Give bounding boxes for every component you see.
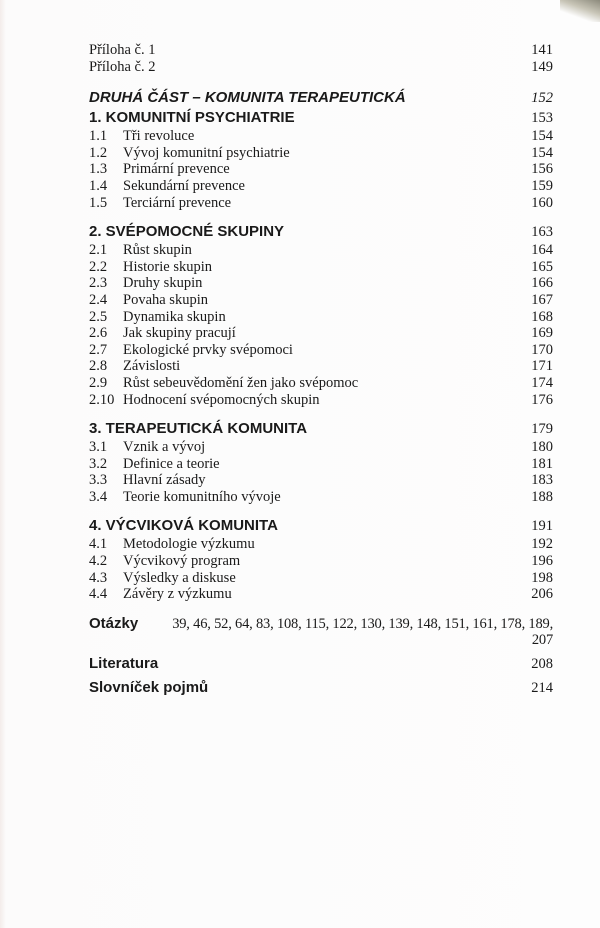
section-page: 160 bbox=[531, 194, 553, 211]
section-page: 192 bbox=[531, 536, 553, 553]
section-title: Výcvikový program bbox=[123, 553, 241, 570]
section-number: 4.3 bbox=[89, 569, 108, 586]
section-title: Sekundární prevence bbox=[123, 177, 245, 194]
glossary-page: 214 bbox=[531, 679, 553, 696]
chapter-title: 2. SVÉPOMOCNÉ SKUPINY bbox=[89, 223, 285, 241]
table-of-contents bbox=[89, 42, 553, 698]
toc-section-entry[interactable] bbox=[89, 553, 553, 570]
toc-section-entry[interactable] bbox=[89, 259, 553, 276]
section-page: 154 bbox=[531, 128, 553, 145]
section-page: 154 bbox=[531, 144, 553, 161]
section-page: 164 bbox=[531, 242, 553, 259]
chapter-page: 179 bbox=[531, 421, 553, 438]
section-number: 3.4 bbox=[89, 488, 108, 505]
toc-appendix-2[interactable] bbox=[89, 59, 553, 76]
toc-section-entry[interactable] bbox=[89, 489, 553, 506]
section-title: Primární prevence bbox=[123, 161, 230, 178]
toc-questions[interactable] bbox=[89, 615, 553, 648]
section-title: Metodologie výzkumu bbox=[123, 536, 255, 553]
toc-section-entry[interactable] bbox=[89, 325, 553, 342]
section-page: 198 bbox=[531, 569, 553, 586]
chapter-title: 4. VÝCVIKOVÁ KOMUNITA bbox=[89, 517, 278, 535]
section-title: Tři revoluce bbox=[123, 128, 195, 145]
section-number: 4.4 bbox=[89, 586, 108, 603]
page-corner-fold bbox=[560, 0, 600, 22]
chapter-gap bbox=[89, 505, 553, 516]
section-title: Druhy skupin bbox=[123, 275, 203, 292]
section-number: 2.2 bbox=[89, 258, 108, 275]
section-number: 2.1 bbox=[89, 242, 108, 259]
section-number: 2.9 bbox=[89, 374, 108, 391]
section-number: 3.3 bbox=[89, 472, 108, 489]
literature-title: Literatura bbox=[89, 654, 159, 672]
section-title: Závěry z výzkumu bbox=[123, 586, 232, 603]
section-title: Hodnocení svépomocných skupin bbox=[123, 391, 320, 408]
section-number: 1.5 bbox=[89, 194, 108, 211]
toc-section-entry[interactable] bbox=[89, 161, 553, 178]
toc-section-entry[interactable] bbox=[89, 242, 553, 259]
questions-pages bbox=[146, 616, 553, 648]
toc-section-entry[interactable] bbox=[89, 145, 553, 162]
part-page: 152 bbox=[531, 90, 553, 107]
section-title: Závislosti bbox=[123, 358, 181, 375]
toc-glossary[interactable] bbox=[89, 678, 553, 698]
toc-literature[interactable] bbox=[89, 654, 553, 674]
chapters-container bbox=[89, 108, 553, 603]
section-title: Povaha skupin bbox=[123, 291, 208, 308]
section-title: Terciární prevence bbox=[123, 194, 232, 211]
section-title: Teorie komunitního vývoje bbox=[123, 488, 281, 505]
section-page: 181 bbox=[531, 455, 553, 472]
section-number: 2.6 bbox=[89, 325, 108, 342]
section-number: 4.2 bbox=[89, 553, 108, 570]
section-page: 167 bbox=[531, 291, 553, 308]
section-page: 176 bbox=[531, 391, 553, 408]
section-page: 196 bbox=[531, 553, 553, 570]
section-page: 166 bbox=[531, 275, 553, 292]
section-page: 170 bbox=[531, 341, 553, 358]
section-number: 3.2 bbox=[89, 455, 108, 472]
section-title: Výsledky a diskuse bbox=[123, 569, 236, 586]
toc-chapter-heading[interactable] bbox=[89, 516, 553, 536]
toc-chapter-heading[interactable] bbox=[89, 108, 553, 128]
toc-chapter-heading[interactable] bbox=[89, 419, 553, 439]
toc-section-entry[interactable] bbox=[89, 292, 553, 309]
section-page: 180 bbox=[531, 439, 553, 456]
section-title: Historie skupin bbox=[123, 258, 213, 275]
toc-entry-page: 149 bbox=[531, 58, 553, 75]
section-number: 1.4 bbox=[89, 177, 108, 194]
toc-section-entry[interactable] bbox=[89, 392, 553, 409]
section-page: 168 bbox=[531, 308, 553, 325]
toc-section-entry[interactable] bbox=[89, 375, 553, 392]
questions-pages-line2: 207 bbox=[531, 631, 553, 648]
toc-appendix-1[interactable] bbox=[89, 42, 553, 59]
chapter-gap bbox=[89, 408, 553, 419]
toc-section-entry[interactable] bbox=[89, 342, 553, 359]
section-page: 174 bbox=[531, 374, 553, 391]
toc-section-entry[interactable] bbox=[89, 275, 553, 292]
section-number: 2.7 bbox=[89, 341, 108, 358]
section-title: Růst sebeuvědomění žen jako svépomoc bbox=[123, 374, 359, 391]
section-page: 188 bbox=[531, 488, 553, 505]
section-page: 183 bbox=[531, 472, 553, 489]
section-page: 156 bbox=[531, 161, 553, 178]
section-number: 2.5 bbox=[89, 308, 108, 325]
toc-section-entry[interactable] bbox=[89, 309, 553, 326]
section-number: 4.1 bbox=[89, 536, 108, 553]
toc-section-entry[interactable] bbox=[89, 358, 553, 375]
chapter-title: 3. TERAPEUTICKÁ KOMUNITA bbox=[89, 420, 308, 438]
chapter-page: 163 bbox=[531, 224, 553, 241]
toc-section-entry[interactable] bbox=[89, 570, 553, 587]
chapter-title: 1. KOMUNITNÍ PSYCHIATRIE bbox=[89, 109, 295, 127]
section-page: 171 bbox=[531, 358, 553, 375]
questions-pages-line1: 39, 46, 52, 64, 83, 108, 115, 122, 130, 139, 148, 151, 161, 178, 189, bbox=[172, 615, 553, 632]
part-title: DRUHÁ ČÁST – KOMUNITA TERAPEUTICKÁ bbox=[89, 89, 406, 107]
section-title: Vznik a vývoj bbox=[123, 439, 206, 456]
toc-section-entry[interactable] bbox=[89, 178, 553, 195]
section-title: Vývoj komunitní psychiatrie bbox=[123, 144, 290, 161]
section-title: Dynamika skupin bbox=[123, 308, 226, 325]
toc-section-entry[interactable] bbox=[89, 536, 553, 553]
toc-entry-title: Příloha č. 1 bbox=[89, 42, 156, 58]
literature-page: 208 bbox=[531, 655, 553, 672]
section-title: Hlavní zásady bbox=[123, 472, 206, 489]
section-number: 1.3 bbox=[89, 161, 108, 178]
toc-section-entry[interactable] bbox=[89, 456, 553, 473]
section-number: 1.2 bbox=[89, 144, 108, 161]
section-title: Definice a teorie bbox=[123, 455, 220, 472]
section-title: Ekologické prvky svépomoci bbox=[123, 341, 293, 358]
toc-entry-title: Příloha č. 2 bbox=[89, 58, 156, 75]
section-number: 1.1 bbox=[89, 128, 108, 145]
section-title: Jak skupiny pracují bbox=[123, 325, 236, 342]
section-page: 165 bbox=[531, 258, 553, 275]
toc-entry-page: 141 bbox=[531, 42, 553, 58]
section-number: 2.10 bbox=[89, 391, 115, 408]
section-page: 169 bbox=[531, 325, 553, 342]
toc-chapter-heading[interactable] bbox=[89, 222, 553, 242]
section-page: 206 bbox=[531, 586, 553, 603]
toc-section-entry[interactable] bbox=[89, 439, 553, 456]
chapter-page: 191 bbox=[531, 518, 553, 535]
questions-label: Otázky bbox=[89, 614, 139, 632]
toc-section-entry[interactable] bbox=[89, 195, 553, 212]
section-page: 159 bbox=[531, 177, 553, 194]
section-number: 2.3 bbox=[89, 275, 108, 292]
section-number: 2.4 bbox=[89, 291, 108, 308]
toc-section-entry[interactable] bbox=[89, 472, 553, 489]
toc-part-heading[interactable] bbox=[89, 88, 553, 108]
toc-section-entry[interactable] bbox=[89, 586, 553, 603]
chapter-gap bbox=[89, 211, 553, 222]
glossary-title: Slovníček pojmů bbox=[89, 678, 209, 696]
section-title: Růst skupin bbox=[123, 242, 192, 259]
toc-section-entry[interactable] bbox=[89, 128, 553, 145]
section-number: 3.1 bbox=[89, 439, 108, 456]
chapter-page: 153 bbox=[531, 110, 553, 127]
section-number: 2.8 bbox=[89, 358, 108, 375]
